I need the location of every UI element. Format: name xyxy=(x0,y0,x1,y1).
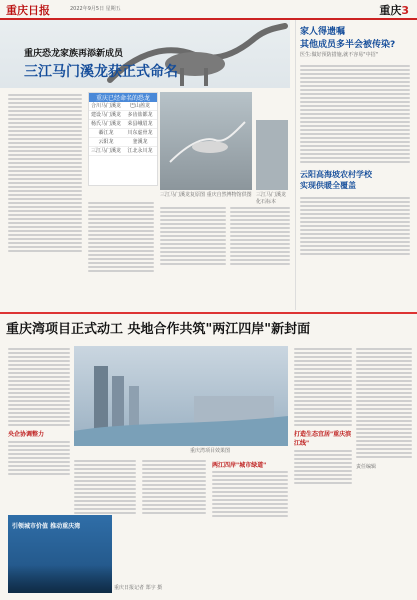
masthead-date: 2022年9月5日 星期五 xyxy=(70,6,121,12)
page-end-label: 责任编辑 xyxy=(356,464,377,470)
table-row: 合川马门溪龙 巴山酋龙 xyxy=(89,102,157,111)
project-render-photo xyxy=(74,346,288,446)
dinosaur-skeleton-photo xyxy=(160,92,252,190)
masthead xyxy=(0,0,417,20)
table-row: 云阳龙 釜溪龙 xyxy=(89,138,157,147)
dinosaur-article-col3 xyxy=(160,205,226,285)
dinosaur-table xyxy=(88,92,158,186)
main-subhead-3: 打造生态宜居"重庆滨江线" xyxy=(294,431,352,447)
main-story-col6 xyxy=(356,346,412,598)
main-story-col4 xyxy=(212,458,288,598)
main-story-col5 xyxy=(294,346,352,598)
dinosaur-table-title: 重庆已经命名的恐龙 xyxy=(89,93,157,102)
dinosaur-title: 三江马门溪龙获正式命名 xyxy=(24,64,178,80)
sidebar xyxy=(295,20,414,310)
table-row: 建设马门溪龙 多齿盐都龙 xyxy=(89,111,157,120)
table-row: 杨氏马门溪龙 荣县峨眉龙 xyxy=(89,120,157,129)
sidebar-title-1: 家人得遗嘱 xyxy=(300,27,346,37)
sidebar-article xyxy=(296,59,414,163)
dinosaur-article-col4 xyxy=(230,205,290,285)
skyline-illustration xyxy=(74,346,288,446)
project-photo-caption: 重庆湾项目效果图 xyxy=(190,448,231,454)
school-title-1: 云阳高海坡农村学校 xyxy=(300,170,372,179)
dinosaur-overline: 重庆恐龙家族再添新成员 xyxy=(24,49,124,59)
sidebar-subtitle: 医生:做好预防措施,就不容易"中招" xyxy=(300,52,378,58)
table-row: 綦江龙 川东虚骨龙 xyxy=(89,129,157,138)
school-title-2: 实现供暖全覆盖 xyxy=(300,181,356,190)
separator xyxy=(0,312,417,314)
sidebar-title-2: 其他成员多半会被传染? xyxy=(300,40,396,50)
main-story-title: 重庆湾项目正式动工 央地合作共筑"两江四岸"新封面 xyxy=(6,322,311,337)
dinosaur-article xyxy=(8,92,82,282)
table-row: 三江马门溪龙 江北永川龙 xyxy=(89,147,157,156)
ceremony-crowd xyxy=(8,565,112,593)
fossil-caption: 三江马门溪龙化石标本 xyxy=(256,192,287,205)
main-subhead-2: 两江四岸"城市绿道" xyxy=(212,462,267,469)
dinosaur-article-col2 xyxy=(88,200,154,286)
main-story-col3 xyxy=(142,458,206,598)
masthead-logo: 重庆日报 xyxy=(6,4,50,17)
ceremony-banner-text: 引领城市价值 推动重庆湾 xyxy=(12,523,81,530)
school-article xyxy=(296,193,414,255)
ceremony-photo xyxy=(8,515,112,593)
dinosaur-fossil-photo xyxy=(256,120,288,190)
skeleton-illustration xyxy=(160,92,252,190)
main-subhead-1: 央企协调整力 xyxy=(8,431,45,438)
ceremony-photo-credit: 重庆日报记者 郑宇 摄 xyxy=(114,585,163,591)
dinosaur-caption: 三江马门溪龙复原图 重庆自然博物馆供图 xyxy=(160,192,252,198)
section-label: 重庆3 xyxy=(379,4,409,17)
